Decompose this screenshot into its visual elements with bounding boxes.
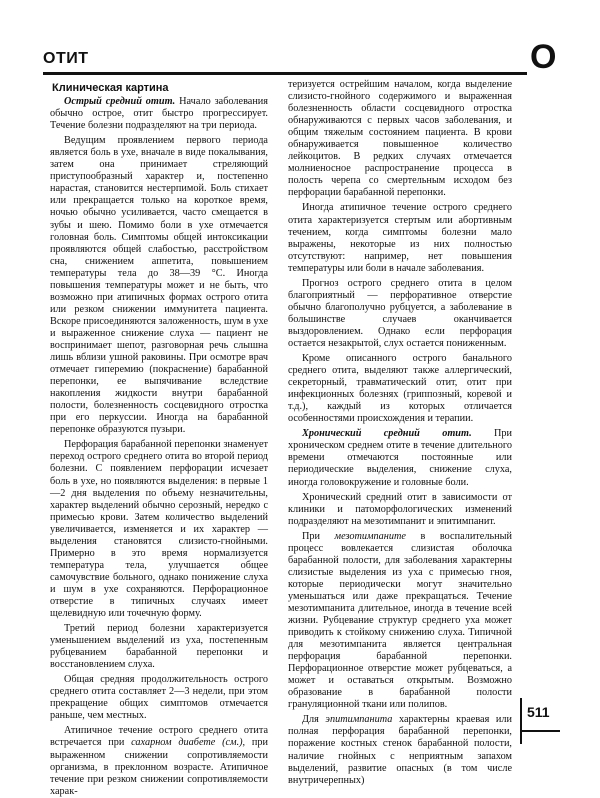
paragraph: Прогноз острого среднего отита в целом благоприятный — перфоративное отверстие обычно благополучно рубцуется, а заболевание в большинстве случаев оканчивается выздоровлением. Однако если перфорация остается незакрытой, слух остается пониженным. [288,277,512,349]
page-number-rule-horizontal [520,730,560,732]
term-italic: эпитимпанита [325,714,393,726]
page-number-rule-vertical [520,698,522,744]
paragraph-text: Атипичное течение острого среднего отита встречается при [50,725,268,749]
paragraph-text: при выраженном снижении сопротивляемости организма, в преклонном возрасте. Атипичное течение при резком снижении сопротивляемости харак- [50,737,269,797]
right-column [288,79,512,787]
section-letter: О [530,38,557,76]
term-italic: мезотимпаните [334,530,406,542]
paragraph-text: Начало заболевания обычно острое, отит быстро прогрессирует. Течение болезни подразделяют на три периода. [50,96,269,132]
header-rule [43,72,527,75]
left-column [50,78,268,798]
paragraph: теризуется острейшим началом, когда выделение слизисто-гнойного содержимого и выраженная болезненность области сосцевидного отростка обнаруживаются с первых часов заболевания, и общим тяжелым состоянием пациента. В крови обнаруживается повышенное количество лейкоцитов. В редких случаях отмечается молниеносное распространение процесса в полость черепа со смертельным исходом без перфорации барабанной перепонки. [288,79,512,199]
cross-reference: сахарном диабете (см.), [131,737,246,749]
paragraph-text: в воспалительный процесс вовлекается слизистая оболочка барабанной полости, для заболевания характерны слизистые выделения из уха с примесью гноя, которые периодически могут значительно уменьшаться или даже прекращаться. Течение мезотимпанита длительное, иногда в течение всей жизни. Рубцевание структур среднего уха может приводить к стойкому снижению слуха. Типичной для мезотимпанита является центральная перфорация барабанной перепонки. Перфорационное отверстие может рубцеваться, а может и оставаться открытым. Возможно образование в барабанной полости грануляционной ткани или полипов. [288,530,512,711]
paragraph: Третий период болезни характеризуется уменьшением выделений из уха, постепенным рубцеванием барабанной перепонки и восстановлением слуха. [50,623,268,671]
running-header-title: ОТИТ [43,50,89,67]
section-heading: Клиническая картина [52,82,169,94]
paragraph: Хронический средний отит в зависимости от клиники и патоморфологических изменений подразделяют на мезотимпанит и эпитимпанит. [288,491,512,527]
paragraph: Перфорация барабанной перепонки знаменует переход острого среднего отита во второй период болезни. С появлением перфорации исчезает боль в ухе, но появляются выделения: в первые 1—2 дня выделения по объему незначительны, характер выделений обычно серозный, нередко с примесью крови. Затем количество выделений увеличивается, изменяется и их характер — выделения становятся слизисто-гнойными. Примерно в это время нормализуется температура тела, улучшается общее самочувствие больного, однако понижение слуха и шум в ухе сохраняются. Перфорационное отверстие в типичных случаях имеет щелевидную или точечную форму. [50,439,268,620]
subsection-lead: Хронический средний отит. [302,428,472,440]
paragraph: Ведущим проявлением первого периода является боль в ухе, вначале в виде покалывания, затем она принимает стреляющий приступообразный характер и, постепенно нарастая, становится нестерпимой. Боль стихает или прекращается только на короткое время, ночью обычно усиливается, часто смещается в зубы и шею. Помимо боли в ухе отмечается головная боль. Симптомы общей интоксикации проявляются общей слабостью, расстройством сна, снижением аппетита, повышением температуры тела до 38—39 °С. Иногда повышения температуры может и не быть, что возможно при атипичных формах острого отита или резком снижении иммунитета пациента. Вскоре присоединяются заложенность, шум в ухе и выраженное снижение слуха — пациент не воспринимает шепот, разговорная речь слышна лишь вблизи ушной раковины. При осмотре врач отмечает гиперемию (покраснение) барабанной перепонки, ее выпячивание вследствие накопления жидкости внутри барабанной полости, болезненность сосцевидного отростка при его перкуссии. Иногда на барабанной перепонке образуются пузыри. [50,135,268,436]
paragraph [288,531,512,712]
paragraph [288,428,512,488]
subsection-lead: Острый средний отит. [64,96,176,108]
paragraph [288,714,512,786]
paragraph-text: Для [302,714,319,726]
paragraph: Кроме описанного острого банального среднего отита, выделяют также аллергический, секреторный, травматический отит, отит при инфекционных болезнях (гриппозный, коревой и т.д.), каждый из которых отличается особенностями происхождения и терапии. [288,353,512,425]
paragraph-text: При хроническом среднем отите в течение длительного времени отмечаются постоянные или периодические выделения, снижение слуха, иногда головокружение и головные боли. [288,428,513,488]
paragraph-text: При [302,530,321,542]
page-number: 511 [527,704,550,720]
paragraph-text: характерны краевая или полная перфорация барабанной перепонки, поражение костных стенок барабанной полости, наличие гнойных с неприятным запахом выделений, развитие опасных (в том числе внутричерепных) [288,714,512,786]
paragraph [50,96,268,132]
paragraph [50,725,268,797]
paragraph: Иногда атипичное течение острого среднего отита характеризуется стертым или абортивным течением, когда симптомы болезни мало выражены, некоторые из них полностью отсутствуют: например, нет повышения температуры или боли в начале заболевания. [288,202,512,274]
paragraph: Общая средняя продолжительность острого среднего отита составляет 2—3 недели, при этом прекращение общих симптомов отмечается раньше, чем местных. [50,674,268,722]
